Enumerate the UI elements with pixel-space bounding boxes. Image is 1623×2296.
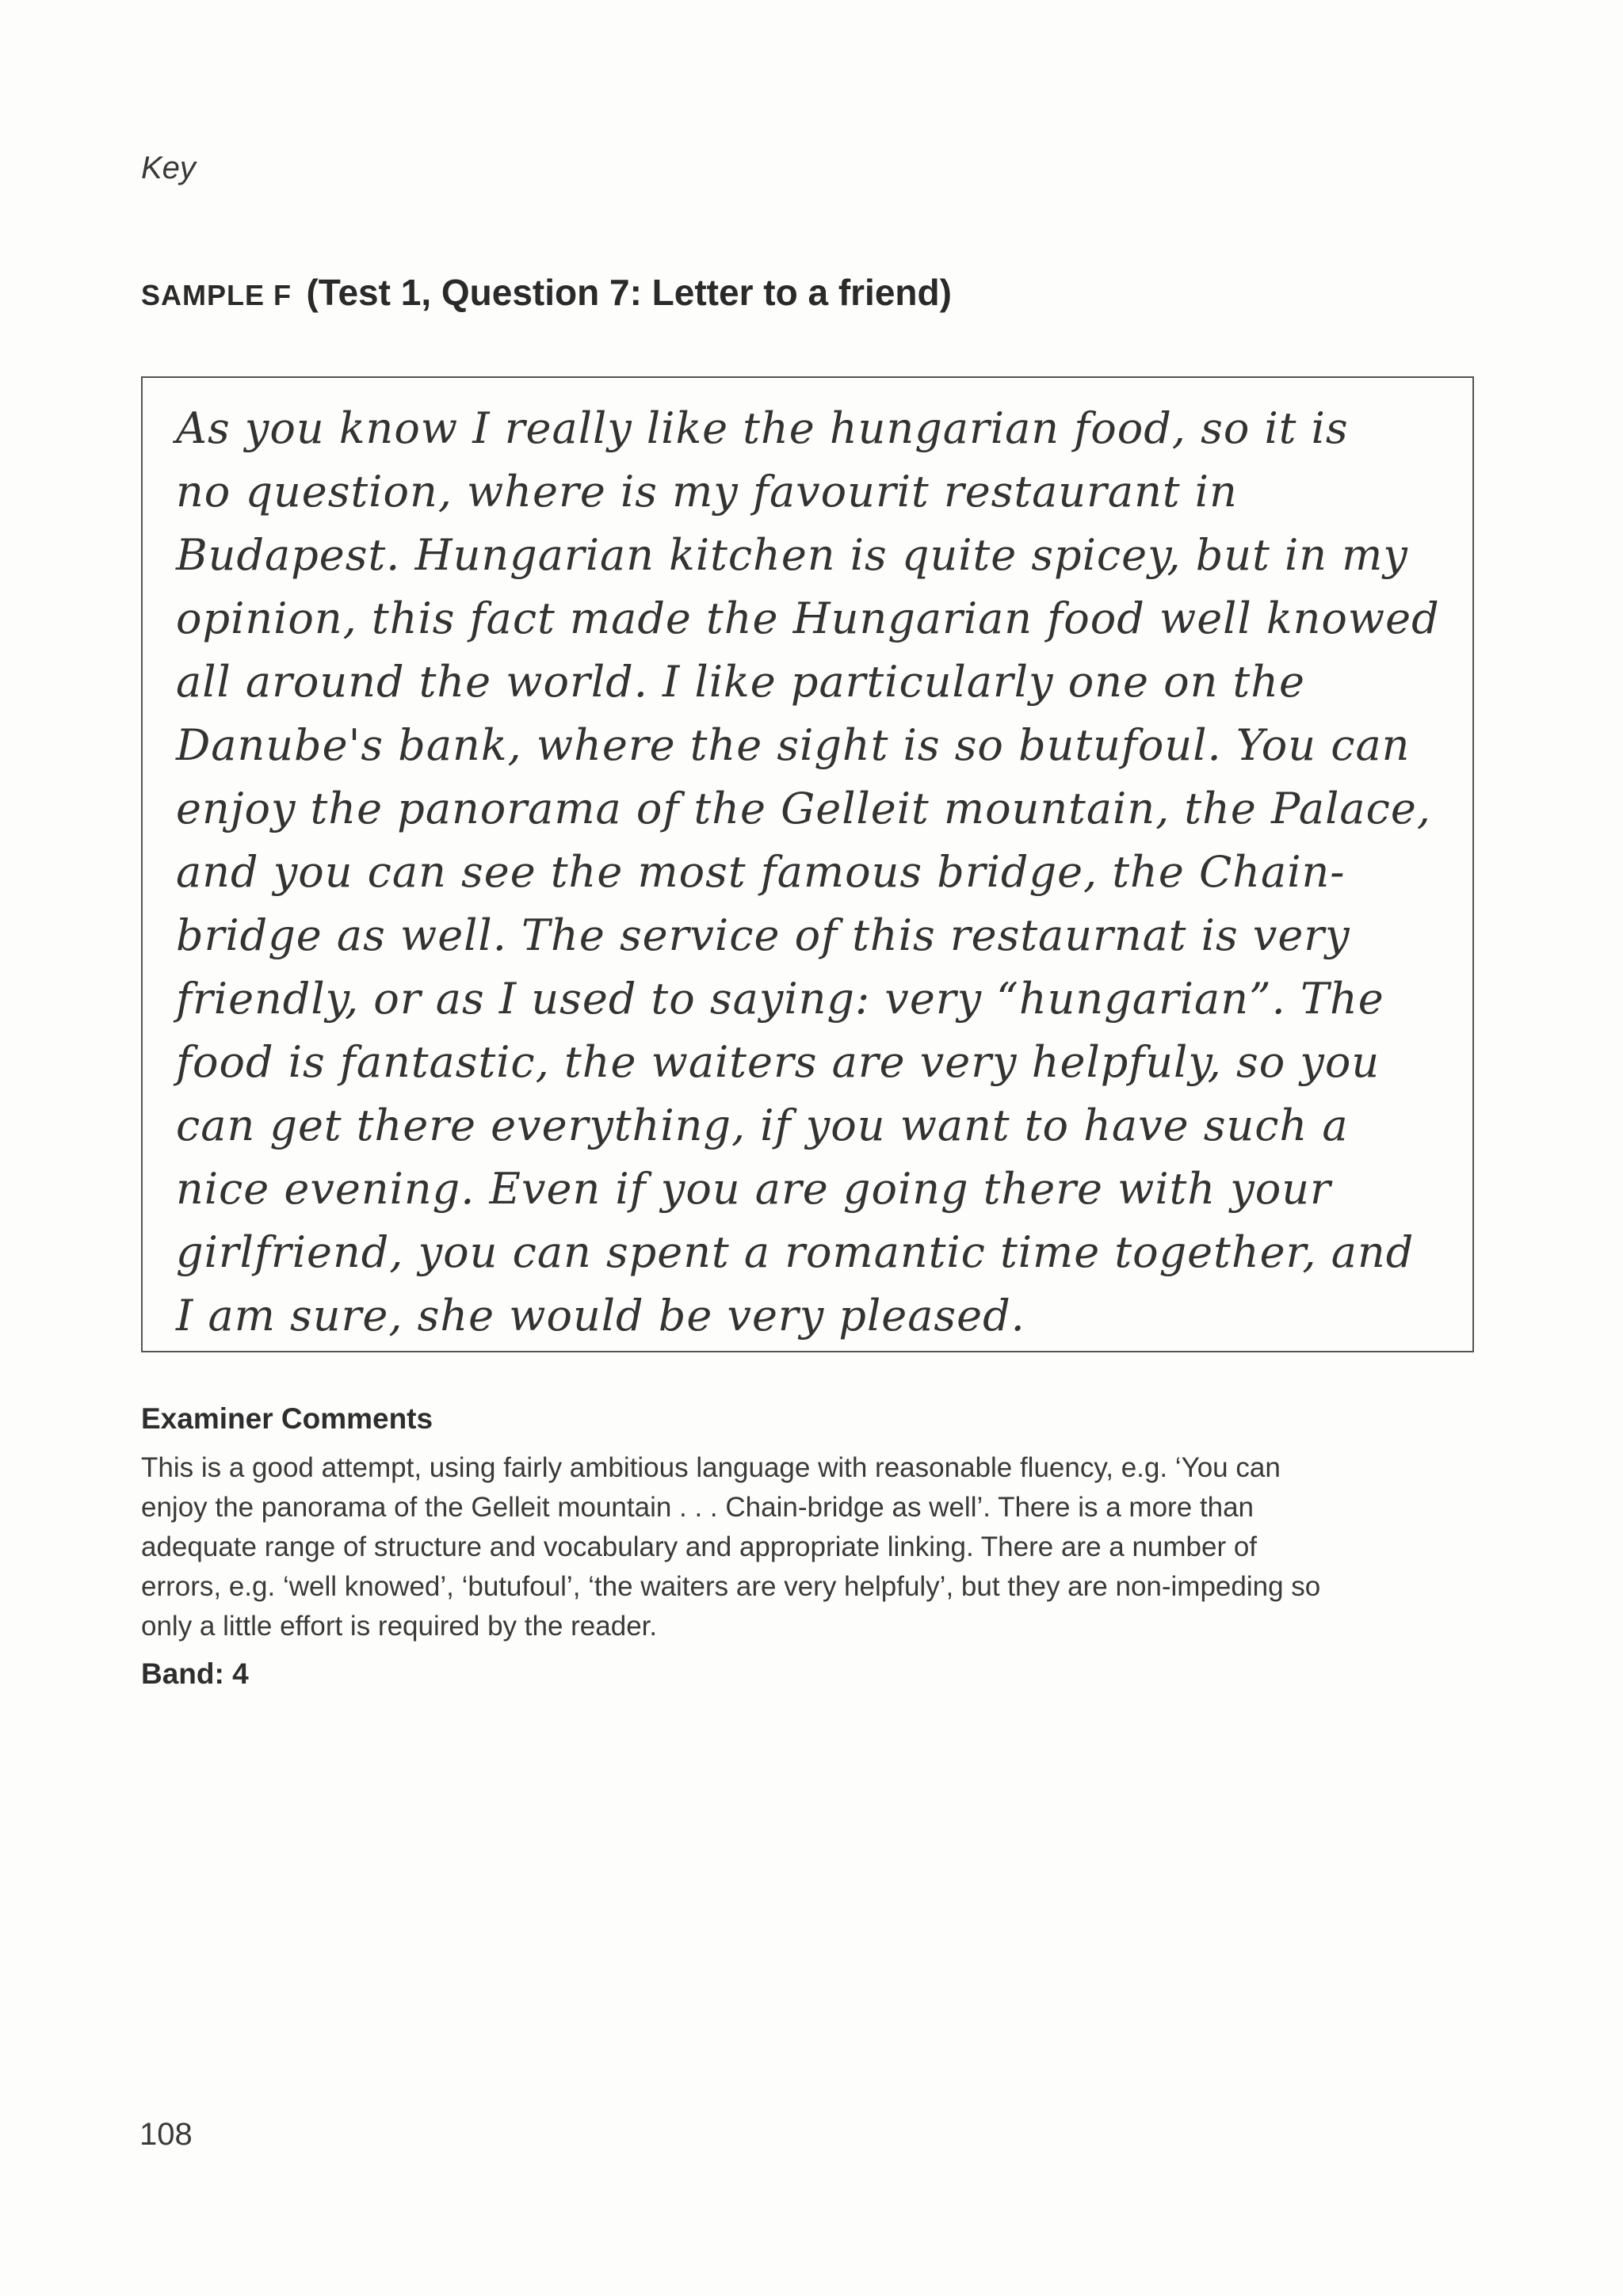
examiner-comments-heading: Examiner Comments xyxy=(141,1402,433,1435)
band-score: Band: 4 xyxy=(141,1657,249,1690)
comment-line: only a little effort is required by the reader. xyxy=(141,1611,658,1642)
letter-line: friendly, or as I used to saying: very “hungarian”. The xyxy=(176,974,1384,1024)
letter-text xyxy=(176,397,1452,1348)
letter-line: can get there everything, if you want to have such a xyxy=(176,1100,1349,1150)
sample-title: (Test 1, Question 7: Letter to a friend) xyxy=(306,272,952,313)
running-head: Key xyxy=(141,151,196,185)
sample-heading xyxy=(141,271,952,314)
handwritten-letter-box xyxy=(141,376,1474,1352)
letter-line: no question, where is my favourit restaurant in xyxy=(176,467,1238,517)
comment-line: errors, e.g. ‘well knowed’, ‘butufoul’, ‘the waiters are very helpfuly’, but they are non-impeding so xyxy=(141,1571,1321,1602)
comment-line: enjoy the panorama of the Gelleit mountain . . . Chain-bridge as well’. There is a more than xyxy=(141,1492,1254,1523)
letter-line: food is fantastic, the waiters are very helpfuly, so you xyxy=(176,1037,1381,1087)
letter-line: all around the world. I like particularly one on the xyxy=(176,657,1305,707)
letter-line: and you can see the most famous bridge, the Chain- xyxy=(176,847,1346,897)
sample-label: SAMPLE F xyxy=(141,279,292,311)
letter-line: bridge as well. The service of this restaurnat is very xyxy=(176,910,1350,960)
letter-line: I am sure, she would be very pleased. xyxy=(176,1291,1025,1341)
page-number: 108 xyxy=(139,2117,193,2152)
letter-line: enjoy the panorama of the Gelleit mountain, the Palace, xyxy=(176,784,1431,833)
comment-line: adequate range of structure and vocabulary and appropriate linking. There are a number of xyxy=(141,1531,1258,1562)
letter-line: Budapest. Hungarian kitchen is quite spicey, but in my xyxy=(176,530,1408,580)
letter-line: nice evening. Even if you are going there with your xyxy=(176,1164,1331,1214)
letter-line: opinion, this fact made the Hungarian food well knowed xyxy=(176,593,1440,643)
comment-line: This is a good attempt, using fairly ambitious language with reasonable fluency, e.g. ‘You can xyxy=(141,1452,1281,1483)
examiner-comments-text xyxy=(141,1448,1488,1646)
letter-line: girlfriend, you can spent a romantic time together, and xyxy=(176,1227,1415,1277)
letter-line: Danube's bank, where the sight is so butufoul. You can xyxy=(176,720,1411,770)
letter-line: As you know I really like the hungarian food, so it is xyxy=(176,403,1349,453)
